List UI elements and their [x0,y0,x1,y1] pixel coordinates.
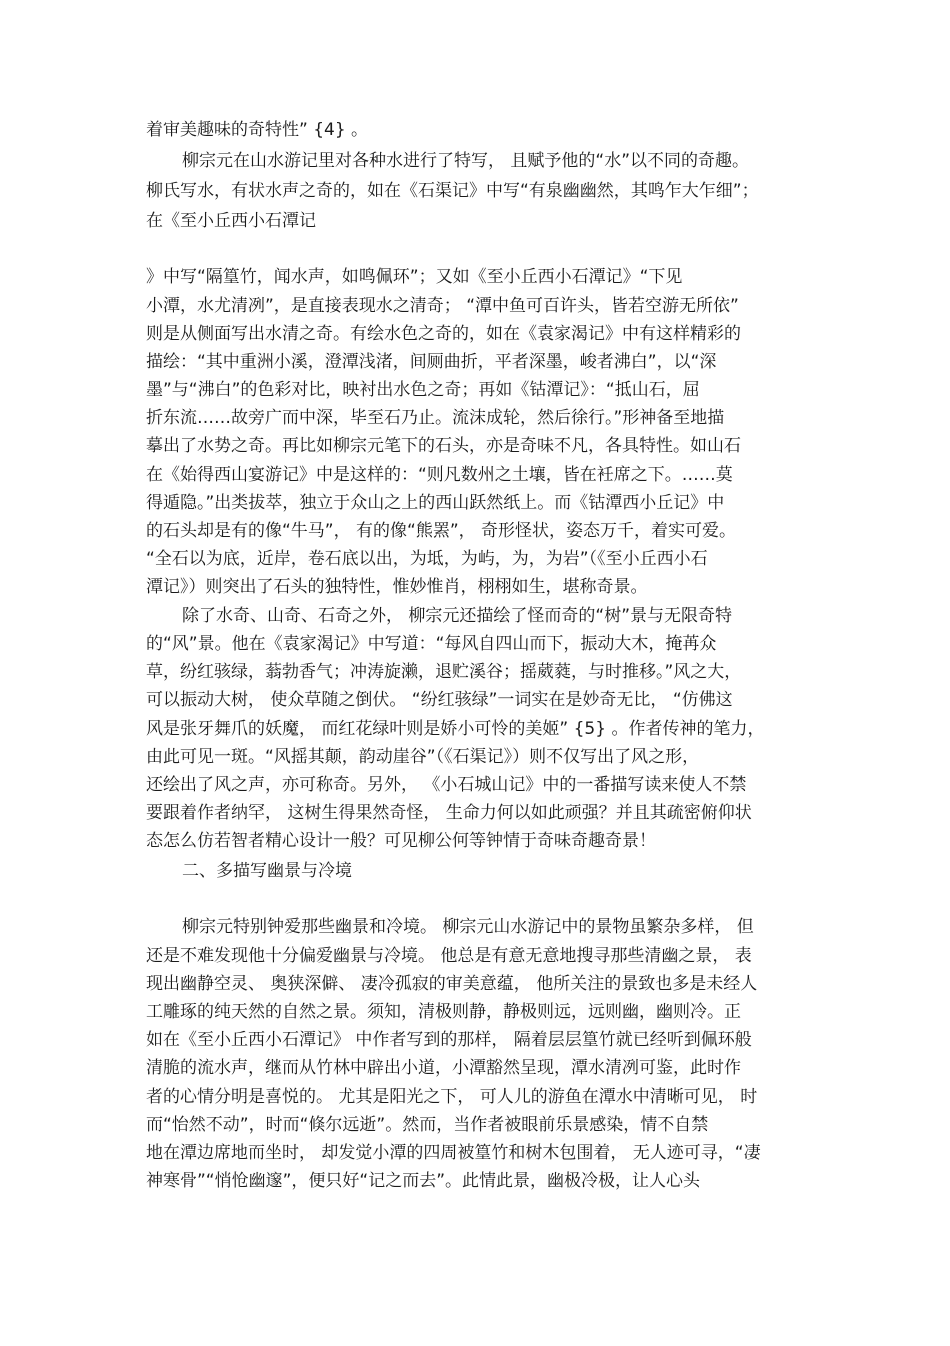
text-line: 潭记》）则突出了石头的独特性，惟妙惟肖，栩栩如生，堪称奇景。 [146,577,648,597]
text-line: 由此可见一斑。“风摇其颠，韵动崖谷”（《石渠记》）则不仅写出了风之形， [146,747,700,767]
text-line: 而“怡然不动”，时而“倏尔远逝”。然而，当作者被眼前乐景感染，情不自禁 [146,1115,709,1135]
text-line: 折东流……故旁广而中深，毕至石乃止。流沫成轮，然后徐行。”形神备至地描 [146,408,725,428]
text-line: 摹出了水势之奇。再比如柳宗元笔下的石头，亦是奇味不凡，各具特性。如山石 [146,436,741,456]
text-line: 在《始得西山宴游记》中是这样的：“则凡数州之土壤，皆在衽席之下。……莫 [146,465,733,485]
text-line: 神寒骨”“悄怆幽邃”，便只好“记之而去”。此情此景，幽极冷极，让人心头 [146,1171,701,1191]
text-line: 草，纷红骇绿，蓊勃香气；冲涛旋濑，退贮溪谷；摇葳蕤，与时推移。”风之大， [146,662,742,682]
text-line: 的“风”景。他在《袁家渴记》中写道：“每风自四山而下，振动大木，掩苒众 [146,634,717,654]
text-line: 则是从侧面写出水清之奇。有绘水色之奇的，如在《袁家渴记》中有这样精彩的 [146,324,741,344]
text-line: 风是张牙舞爪的妖魔， 而红花绿叶则是娇小可怜的美姬” {5} 。作者传神的笔力， [146,719,765,739]
text-line: 态怎么仿若智者精心设计一般？可见柳公何等钟情于奇味奇趣奇景！ [146,831,656,851]
text-line: 现出幽静空灵、 奥狭深僻、 凄冷孤寂的审美意蕴， 他所关注的景致也多是未经人 [146,974,758,994]
text-line: 墨”与“沸白”的色彩对比，映衬出水色之奇；再如《钴潭记》：“抵山石，屈 [146,380,700,400]
text-line: 地在潭边席地而坐时， 却发觉小潭的四周被篁竹和树木包围着， 无人迹可寻，“凄 [146,1143,761,1163]
text-line: 的石头却是有的像“牛马”， 有的像“熊罴”， 奇形怪状，姿态万千，着实可爱。 [146,521,737,541]
paragraph-first-line: 柳宗元特别钟爱那些幽景和冷境。 柳宗元山水游记中的景物虽繁杂多样， 但 [182,917,754,937]
text-line: 》中写“隔篁竹，闻水声，如鸣佩环”；又如《至小丘西小石潭记》“下见 [146,267,683,287]
text-line: 柳氏写水，有状水声之奇的，如在《石渠记》中写“有泉幽幽然，其鸣乍大乍细”； [146,181,759,201]
text-line: 描绘：“其中重洲小溪，澄潭浅渚，间厕曲折，平者深墨，峻者沸白”，以“深 [146,352,717,372]
text-line: 还是不难发现他十分偏爱幽景与冷境。 他总是有意无意地搜寻那些清幽之景， 表 [146,946,752,966]
text-line: 者的心情分明是喜悦的。 尤其是阳光之下， 可人儿的游鱼在潭水中清晰可见， 时 [146,1087,758,1107]
text-line: 着审美趣味的奇特性” {4} 。 [146,120,369,140]
paragraph-first-line: 柳宗元在山水游记里对各种水进行了特写， 且赋予他的“水”以不同的奇趣。 [182,151,750,171]
section-heading: 二、多描写幽景与冷境 [182,861,352,881]
paragraph-first-line: 除了水奇、山奇、石奇之外， 柳宗元还描绘了怪而奇的“树”景与无限奇特 [182,606,733,626]
text-line: 清脆的流水声，继而从竹林中辟出小道，小潭豁然呈现，潭水清冽可鉴，此时作 [146,1058,741,1078]
text-line: 如在《至小丘西小石潭记》 中作者写到的那样， 隔着层层篁竹就已经听到佩环般 [146,1030,752,1050]
text-line: 得遁隐。”出类拔萃，独立于众山之上的西山跃然纸上。而《钴潭西小丘记》中 [146,493,725,513]
text-line: 在《至小丘西小石潭记 [146,211,316,231]
text-line: 要跟着作者纳罕， 这树生得果然奇怪， 生命力何以如此顽强？并且其疏密俯仰状 [146,803,752,823]
text-line: “全石以为底，近岸，卷石底以出，为坻，为屿，为，为岩”（《至小丘西小石 [146,549,708,569]
text-line: 可以振动大树， 使众草随之倒伏。 “纷红骇绿”一词实在是妙奇无比， “仿佛这 [146,690,733,710]
text-line: 还绘出了风之声，亦可称奇。另外， 《小石城山记》中的一番描写读来使人不禁 [146,775,747,795]
text-line: 工雕琢的纯天然的自然之景。须知，清极则静，静极则远，远则幽，幽则冷。正 [146,1002,741,1022]
text-line: 小潭，水尤清冽”，是直接表现水之清奇； “潭中鱼可百许头，皆若空游无所依” [146,296,739,316]
